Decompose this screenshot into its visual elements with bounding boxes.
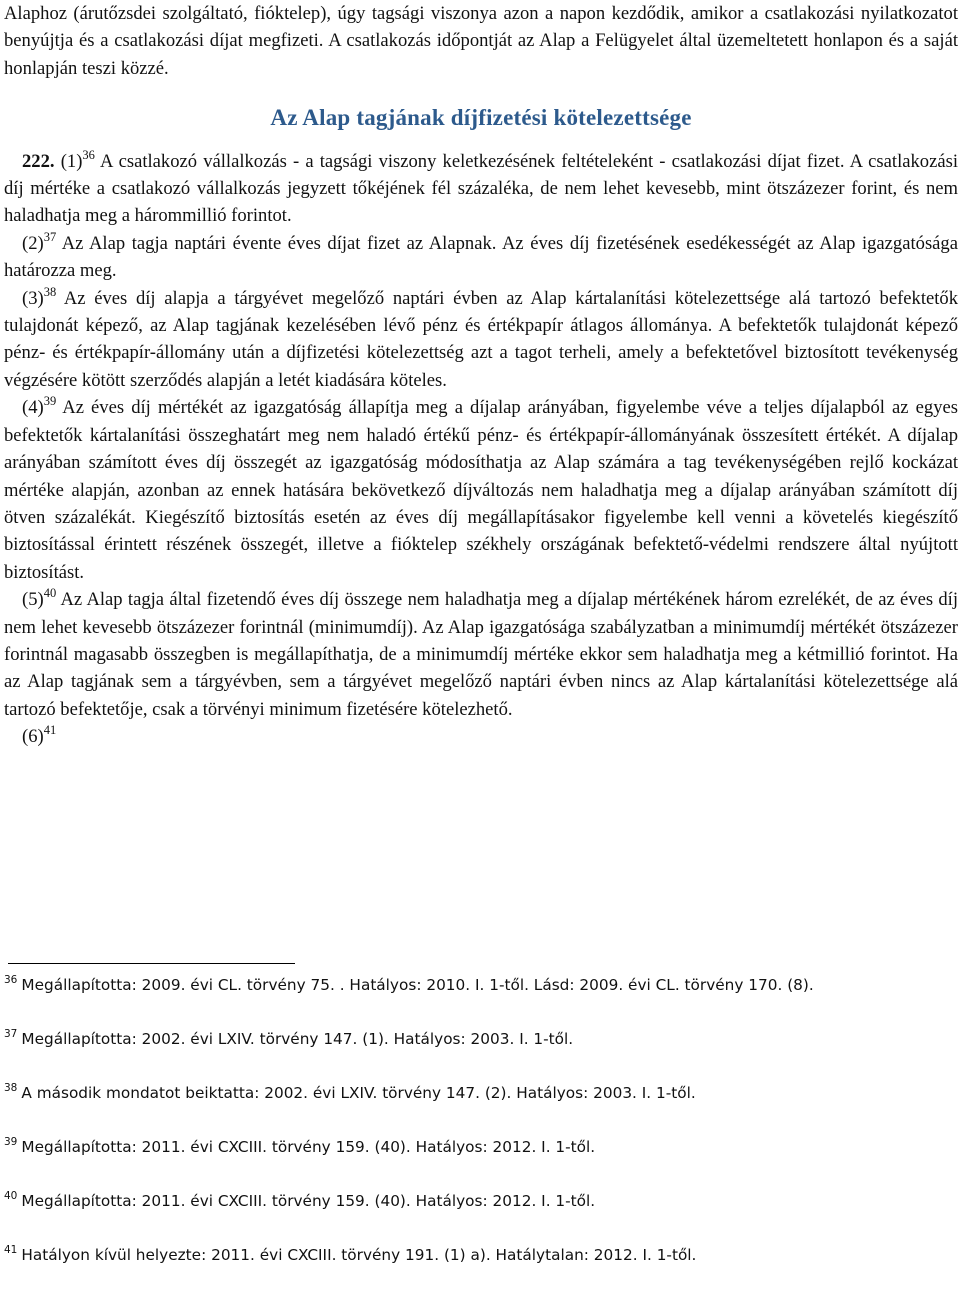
paragraph-label: (2): [22, 232, 44, 254]
paragraph-label: (4): [22, 397, 44, 419]
paragraph-label: (3): [22, 287, 44, 309]
section-paragraph-5: [4, 586, 958, 723]
paragraph-text: Az éves díj mértékét az igazgatóság állapítja meg a díjalap arányában, figyelembe véve a teljes díjalapból az egyes befektetők kártalanítási összeghatárt meg nem haladó értékű pénz- és értékpapír-állományának összesített értékét. A díjalap arányában számított éves díj összegét az igazgatóság módosíthatja az Alap számára a tag tevékenységében rejlő kockázat mértéke alapján, azonban az ennek hatására bekövetkező díjváltozás nem haladhatja meg a díjalap arányában számított díj ötven százalékát. Kiegészítő biztosítás esetén az éves díj megállapításakor figyelembe kell venni a követelés kiegészítő biztosítással érintett részének összegét, illetve a fióktelep székhely országának befektető-védelmi rendszere által nyújtott biztosítást.: [4, 397, 958, 583]
section-heading: Az Alap tagjának díjfizetési kötelezettsége: [270, 105, 692, 131]
section-paragraph-3: [4, 285, 958, 395]
footnote-number: 38: [4, 1082, 18, 1094]
section-paragraph-2: [4, 230, 958, 285]
footnote-ref[interactable]: 39: [43, 394, 57, 409]
intro-paragraph: Alaphoz (árutőzsdei szolgáltató, fióktelep), úgy tagsági viszonya azon a napon kezdődik, amikor a csatlakozási nyilatkozatot benyújtja és a csatlakozási díjat megfizeti. A csatlakozás időpontját az Alap a Felügyelet által üzemeltetett honlapon és a saját honlapján teszi közzé.: [4, 3, 958, 79]
footnote-text: Hatályon kívül helyezte: 2011. évi CXCIII. törvény 191. (1) a). Hatálytalan: 2012. I. 1-től.: [21, 1246, 697, 1264]
paragraph-label: (6): [22, 726, 44, 748]
paragraph-text: Az Alap tagja által fizetendő éves díj összege nem haladhatja meg a díjalap mértékének három ezrelékét, de az éves díj nem lehet kevesebb ötszázezer forintnál (minimumdíj). Az Alap igazgatósága szabályzatban a minimumdíj mértékét ötszázezer forintnál magasabb összegben is megállapíthatja, de a minimumdíj mértéke ekkor sem haladhatja meg a kétmillió forintot. Ha az Alap tagjának sem a tárgyévben, sem a tárgyévet megelőző naptári évben nincs az Alap kártalanítási kötelezettsége alá tartozó befektetője, csak a törvényi minimum fizetésére kötelezhető.: [4, 589, 958, 720]
footnote-text: Megállapította: 2011. évi CXCIII. törvény 159. (40). Hatályos: 2012. I. 1-től.: [21, 1192, 596, 1210]
section-paragraph-4: [4, 394, 958, 586]
footnote-40: [4, 1188, 954, 1215]
footnote-text: A második mondatot beiktatta: 2002. évi LXIV. törvény 147. (2). Hatályos: 2003. I. 1-től.: [21, 1084, 696, 1102]
footnote-number: 36: [4, 974, 18, 986]
footnote-divider: [8, 963, 295, 964]
section-paragraph-6: [4, 723, 958, 750]
footnote-36: [4, 972, 954, 999]
paragraph-text: Az éves díj alapja a tárgyévet megelőző naptári évben az Alap kártalanítási kötelezettsége alá tartozó befektetők tulajdonát képező, az Alap tagjának kezelésében lévő pénz és értékpapír átlagos állománya. A befektetők tulajdonát képező pénz- és értékpapír-állomány után a díjfizetési kötelezettség azt a tagot terheli, amely a befektetővel biztosított tevékenység végzésére kötött szerződés alapján a letét kiadására köteles.: [4, 287, 958, 391]
footnote-number: 40: [4, 1190, 18, 1202]
section-paragraph-1: [4, 148, 958, 230]
paragraph-text: A csatlakozó vállalkozás - a tagsági viszony keletkezésének feltételeként - csatlakozási díjat fizet. A csatlakozási díj mértéke a csatlakozó vállalkozás jegyzett tőkéjének fél százaléka, de nem lehet kevesebb, mint ötszázezer forint, és nem haladhatja meg a hárommillió forintot.: [4, 150, 958, 227]
footnote-38: [4, 1080, 954, 1107]
footnote-text: Megállapította: 2002. évi LXIV. törvény 147. (1). Hatályos: 2003. I. 1-től.: [21, 1030, 574, 1048]
footnote-39: [4, 1134, 954, 1161]
footnote-text: Megállapította: 2009. évi CL. törvény 75. . Hatályos: 2010. I. 1-től. Lásd: 2009. évi CL. törvény 170. (8).: [21, 976, 814, 994]
section-number: 222.: [22, 150, 55, 172]
paragraph-label: (5): [22, 589, 44, 611]
footnote-ref[interactable]: 37: [43, 229, 57, 244]
footnote-ref[interactable]: 40: [43, 586, 57, 601]
paragraph-text: Az Alap tagja naptári évente éves díjat fizet az Alapnak. Az éves díj fizetésének esedékességét az Alap igazgatósága határozza meg.: [4, 232, 958, 282]
document-page: [4, 0, 958, 751]
footnote-number: 37: [4, 1028, 18, 1040]
footnote-number: 41: [4, 1244, 18, 1256]
footnote-text: Megállapította: 2011. évi CXCIII. törvény 159. (40). Hatályos: 2012. I. 1-től.: [21, 1138, 596, 1156]
paragraph-label: (1): [60, 150, 83, 172]
footnotes: [4, 972, 954, 1296]
footnote-ref[interactable]: 41: [43, 723, 57, 738]
footnote-ref[interactable]: 36: [82, 147, 95, 162]
footnote-ref[interactable]: 38: [43, 284, 57, 299]
footnote-37: [4, 1026, 954, 1053]
footnote-41: [4, 1242, 954, 1269]
footnote-number: 39: [4, 1136, 18, 1148]
